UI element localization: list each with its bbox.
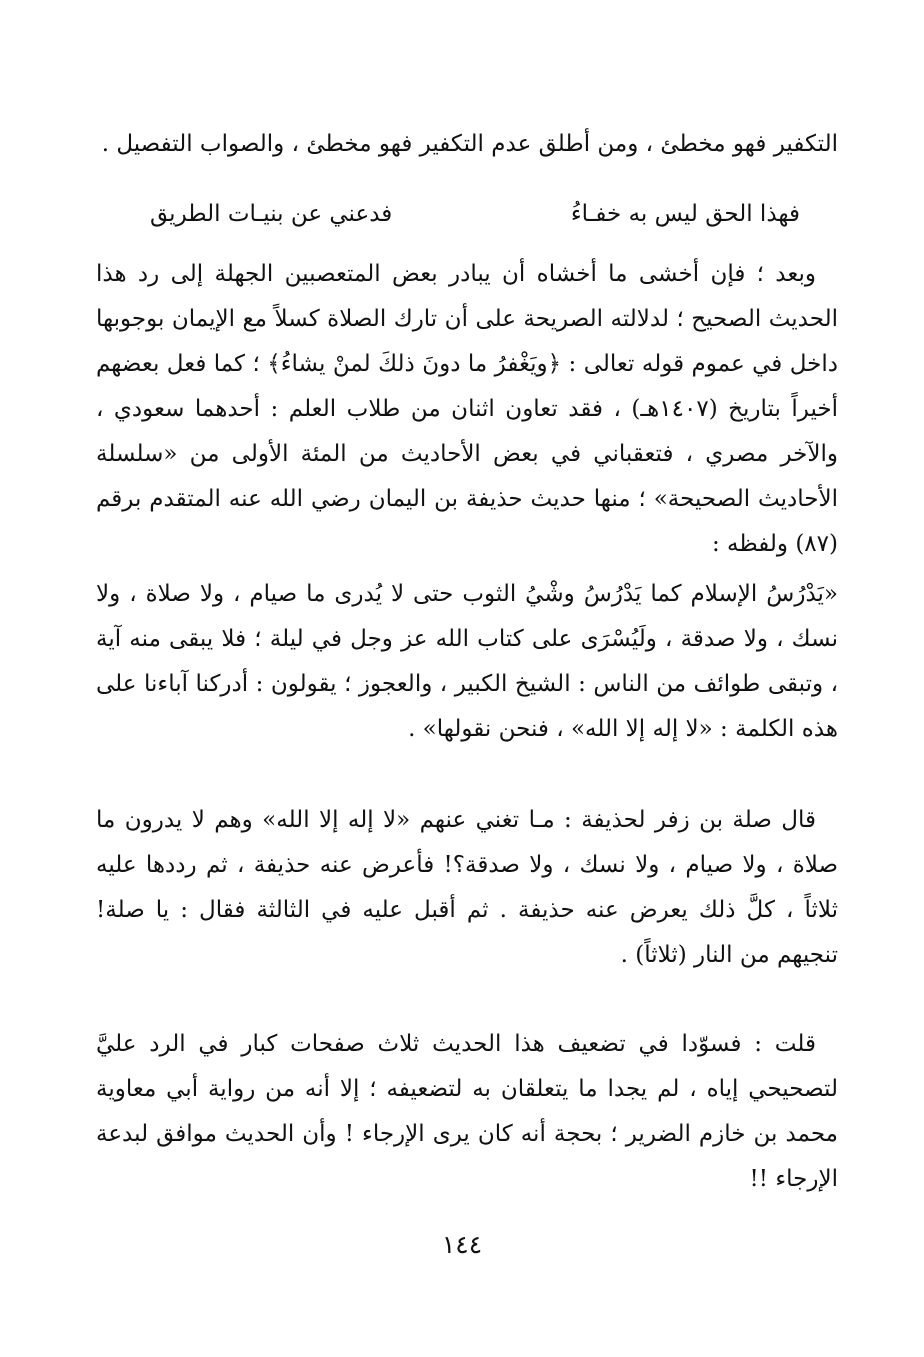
verse-second-hemistich: فدعني عن بنيـات الطريق (150, 201, 393, 227)
paragraph-1 (96, 252, 838, 567)
paragraph-3 (96, 798, 838, 978)
paragraph-3-text: قال صلة بن زفر لحذيفة : مـا تغني عنهم «لا إله إلا الله» وهم لا يدرون ما صلاة ، ولا صيام ، ولا نسك ، ولا صدقة؟! فأعرض عنه حذيفة ، ثم رددها عليه ثلاثاً ، كلَّ ذلك يعرض عنه حذيفة . ثم أقبل عليه في الثالثة فقال : يا صلة! تنجيهم من النار (ثلاثاً) . (96, 807, 838, 968)
paragraph-4 (96, 1022, 838, 1202)
intro-line: التكفير فهو مخطئ ، ومن أطلق عدم التكفير فهو مخطئ ، والصواب التفصيل . (101, 131, 838, 157)
verse-first-hemistich: فهذا الحق ليس به خفـاءُ (570, 201, 800, 227)
paragraph-2-text: «يَدْرُسُ الإسلام كما يَدْرُسُ وشْيُ الثوب حتى لا يُدرى ما صيام ، ولا صلاة ، ولا نسك ، ولا صدقة ، ولَيُسْرَى على كتاب الله عز وجل في ليلة ؛ فلا يبقى منه آية ، وتبقى طوائف من الناس : الشيخ الكبير ، والعجوز ؛ يقولون : أدركنا آباءنا على هذه الكلمة : «لا إله إلا الله» ، فنحن نقولها» . (96, 581, 838, 742)
poetry-verse (150, 192, 800, 236)
page-number: ١٤٤ (441, 1230, 483, 1259)
paragraph-2-hadith-quote (96, 572, 838, 752)
paragraph-1-text: وبعد ؛ فإن أخشى ما أخشاه أن يبادر بعض المتعصبين الجهلة إلى رد هذا الحديث الصحيح ؛ لدلالته الصريحة على أن تارك الصلاة كسلاً مع الإيمان بوجوبها داخل في عموم قوله تعالى : ﴿ويَغْفرُ ما دونَ ذلكَ لمنْ يشاءُ﴾ ؛ كما فعل بعضهم أخيراً بتاريخ (١٤٠٧هـ) ، فقد تعاون اثنان من طلاب العلم : أحدهما سعودي ، والآخر مصري ، فتعقباني في بعض الأحاديث من المئة الأولى من «سلسلة الأحاديث الصحيحة» ؛ منها حديث حذيفة بن اليمان رضي الله عنه المتقدم برقم (٨٧) ولفظه : (96, 261, 839, 557)
paragraph-4-text: قلت : فسوّدا في تضعيف هذا الحديث ثلاث صفحات كبار في الرد عليَّ لتصحيحي إياه ، لم يجدا ما يتعلقان به لتضعيفه ؛ إلا أنه من رواية أبي معاوية محمد بن خازم الضرير ؛ بحجة أنه كان يرى الإرجاء ! وأن الحديث موافق لبدعة الإرجاء !! (96, 1031, 838, 1192)
